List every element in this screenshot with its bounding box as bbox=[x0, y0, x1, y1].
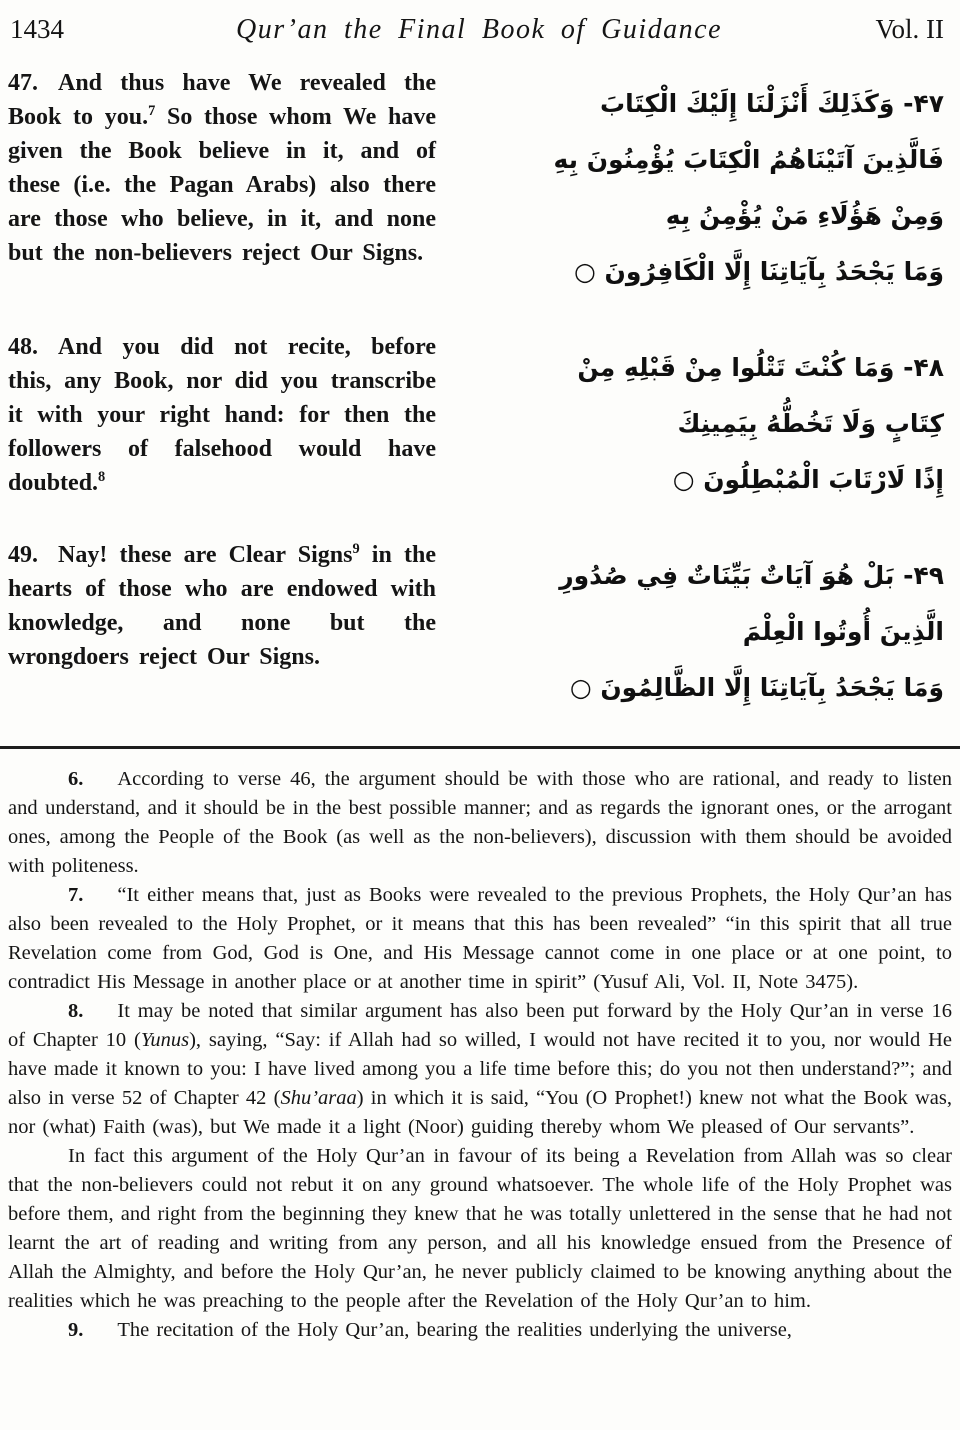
footnotes-section bbox=[8, 765, 952, 1345]
footnote-number: 7. bbox=[68, 884, 84, 906]
arabic-verse-line: ۴۹- بَلْ هُوَ آيَاتٌ بَيِّنَاتٌ فِي صُدُورِ bbox=[559, 561, 944, 590]
verse-translation: And thus have We revealed the Book to you.$^7$ So those whom We have given the Book believe in it, and of these (i.e. the Pagan Arabs) also there are those who believe, in it, and none but the non-believers reject Our Signs. bbox=[8, 70, 437, 266]
footnote-divider bbox=[0, 746, 960, 749]
footnote-text: According to verse 46, the argument should be with those who are rational, and ready to listen and understand, and it should be in the best possible manner; and as regards the ignorant ones, or the arrogant ones, among the People of the Book (as well as the non-believers), discussion with them should be avoided with politeness. bbox=[8, 768, 952, 877]
verse-translation: Nay! these are Clear Signs$^9$ in the hearts of those who are endowed with knowledge, and none but the wrongdoers reject Our Signs. bbox=[8, 541, 436, 670]
verse-row-47 bbox=[8, 66, 952, 300]
arabic-verse-line: وَمِنْ هَؤُلَاءِ مَنْ يُؤْمِنُ بِهِ bbox=[665, 201, 944, 230]
running-title: Qur’an the Final Book of Guidance bbox=[235, 14, 722, 45]
verse-47-arabic bbox=[472, 66, 952, 300]
page-header bbox=[8, 12, 952, 46]
arabic-verse-line: كِتَابٍ وَلَا تَخُطُّهُ بِيَمِينِكَ bbox=[677, 409, 944, 438]
verse-translation: And you did not recite, before this, any Book, nor did you transcribe it with your right hand: for then the followers of falsehood would have doubted.$^8$ bbox=[8, 334, 436, 496]
footnote-number: 9. bbox=[68, 1319, 84, 1341]
verse-48-english bbox=[8, 330, 436, 508]
arabic-verse-line: الَّذِينَ أُوتُوا الْعِلْمَ bbox=[742, 617, 944, 646]
footnote-text: The recitation of the Holy Qur’an, bearing the realities underlying the universe, bbox=[117, 1319, 792, 1341]
arabic-verse-line: ۴۷- وَكَذَلِكَ أَنْزَلْنَا إِلَيْكَ الْكِتَابَ bbox=[599, 89, 944, 118]
footnote-number: 8. bbox=[68, 1000, 84, 1022]
verse-48-arabic bbox=[472, 330, 952, 508]
arabic-verse-line: إِذًا لَارْتَابَ الْمُبْطِلُونَ ○ bbox=[672, 465, 944, 494]
verse-number: 49. bbox=[8, 542, 38, 568]
footnote-number: 6. bbox=[68, 768, 84, 790]
footnote-7 bbox=[8, 881, 952, 997]
verse-47-english bbox=[8, 66, 436, 300]
verse-number: 47. bbox=[8, 70, 38, 96]
arabic-verse-line: فَالَّذِينَ آتَيْنَاهُمُ الْكِتَابَ يُؤْمِنُونَ بِهِ bbox=[553, 145, 944, 174]
verse-row-48 bbox=[8, 330, 952, 508]
arabic-verse-line: ۴۸- وَمَا كُنْتَ تَتْلُوا مِنْ قَبْلِهِ مِنْ bbox=[577, 353, 944, 382]
verse-number: 48. bbox=[8, 334, 38, 360]
footnote-6 bbox=[8, 765, 952, 881]
footnote-9 bbox=[8, 1316, 952, 1345]
footnote-8 bbox=[8, 997, 952, 1142]
volume-label: Vol. II bbox=[875, 14, 944, 44]
verse-49-arabic bbox=[472, 538, 952, 716]
footnote-8-continuation bbox=[8, 1142, 952, 1316]
page-number: 1434 bbox=[10, 14, 64, 44]
footnote-text: “It either means that, just as Books were revealed to the previous Prophets, the Holy Qur’an has also been revealed to the Holy Prophet, or it means that this has been revealed” “in this spirit that all true Revelation come from God, God is One, and His Message cannot come in one place or at one point, to contradict His Message in another place or at another time in spirit” (Yusuf Ali, Vol. II, Note 3475). bbox=[8, 884, 952, 993]
arabic-verse-line: وَمَا يَجْحَدُ بِآيَاتِنَا إِلَّا الظَّالِمُونَ ○ bbox=[569, 673, 944, 702]
verse-row-49 bbox=[8, 538, 952, 716]
footnote-text: It may be noted that similar argument has also been put forward by the Holy Qur’an in verse 16 of Chapter 10 (Yunus), saying, “Say: if Allah had so willed, I would not have recited it to you, nor would He have made it known to you: I have lived among you a life time before this; do you not then understand?”; and also in verse 52 of Chapter 42 (Shu’araa) in which it is said, “You (O Prophet!) knew not what the Book was, nor (what) Faith (was), but We made it a light (Noor) guiding thereby whom We pleased of Our servants”. bbox=[8, 1000, 953, 1138]
arabic-verse-line: وَمَا يَجْحَدُ بِآيَاتِنَا إِلَّا الْكَافِرُونَ ○ bbox=[574, 257, 944, 286]
verses-section bbox=[8, 66, 952, 716]
verse-49-english bbox=[8, 538, 436, 716]
footnote-text: In fact this argument of the Holy Qur’an in favour of its being a Revelation from Allah was so clear that the non-believers could not rebut it on any ground whatsoever. The whole life of the Holy Prophet was before them, and right from the beginning they knew that he was totally unlettered in the sense that he had not learnt the art of reading and writing from any person, and all his knowledge ensued from the Presence of Allah the Almighty, and before the Holy Qur’an, he never publicly claimed to be knowing anything about the realities which he was preaching to the people after the Revelation of the Holy Qur’an to him. bbox=[8, 1145, 952, 1312]
